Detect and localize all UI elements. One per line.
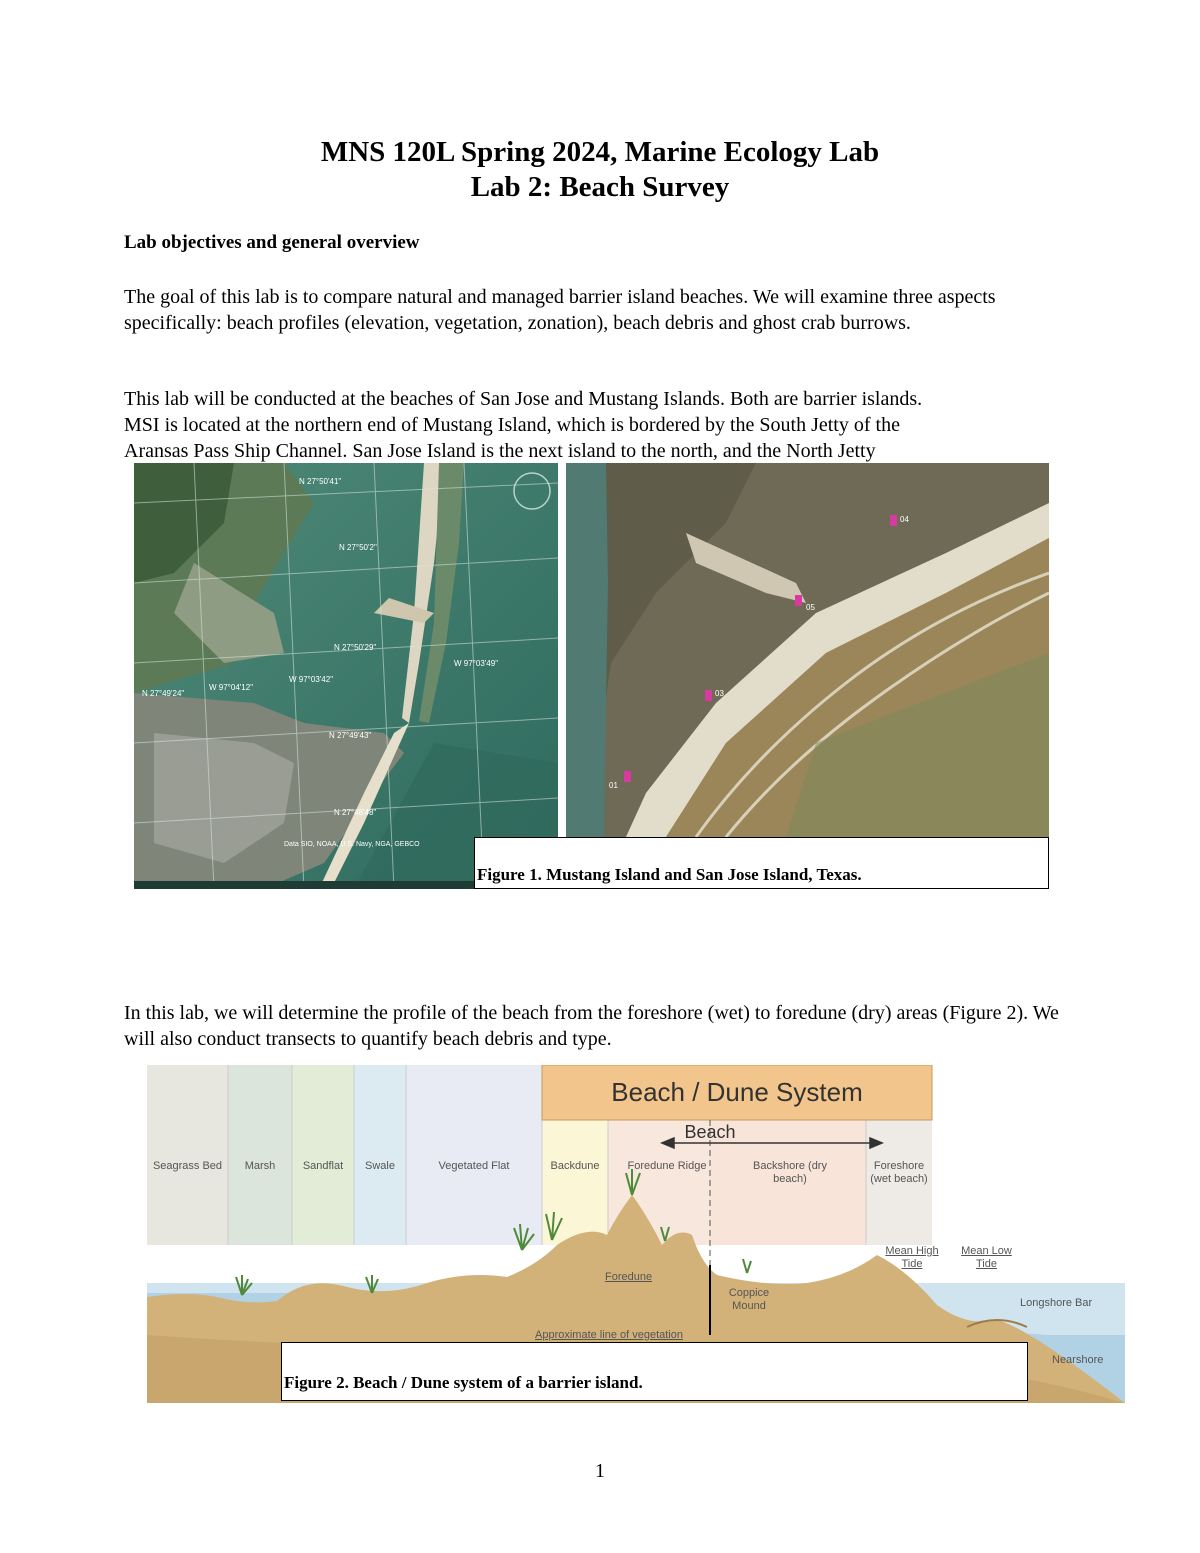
- map-marker-label: 05: [806, 603, 815, 612]
- mean-low-tide-label: Mean Low Tide: [961, 1245, 1012, 1270]
- figure1-caption-box: [474, 837, 1049, 889]
- paragraph-location-line3: Aransas Pass Ship Channel. San Jose Island is the next island to the north, and the North Jetty: [124, 440, 876, 462]
- zone-label: Sandflat: [302, 1160, 344, 1172]
- vegetation-line-label: Approximate line of vegetation: [535, 1329, 683, 1341]
- zone-label: Vegetated Flat: [438, 1160, 510, 1172]
- map-marker-label: 03: [715, 689, 724, 698]
- map-coordinate-label: N 27°50'2": [339, 543, 377, 552]
- mean-high-tide-label: Mean High Tide: [885, 1245, 939, 1270]
- diagram-beach-label: Beach: [684, 1122, 736, 1142]
- foredune-label: Foredune: [605, 1271, 653, 1283]
- satellite-map-san-jose: [566, 463, 1049, 837]
- map-coordinate-label: N 27°48'48": [334, 808, 377, 817]
- map-coordinate-label: W 97°03'42": [289, 675, 334, 684]
- figure1-caption: Figure 1. Mustang Island and San Jose Island, Texas.: [477, 865, 862, 884]
- map-coordinate-label: W 97°04'12": [209, 683, 254, 692]
- zone-label: Backshore (dry beach): [753, 1160, 827, 1185]
- zone-label: Marsh: [244, 1160, 276, 1172]
- paragraph-profile: In this lab, we will determine the profile of the beach from the foreshore (wet) to foredune (dry) areas (Figure 2). We will also conduct transects to quantify beach debris and type.: [124, 1002, 1059, 1050]
- zone-label: Backdune: [550, 1160, 600, 1172]
- map-coordinate-label: N 27°50'29": [334, 643, 377, 652]
- diagram-header: Beach / Dune System: [611, 1077, 863, 1107]
- nearshore-label: Nearshore: [1052, 1354, 1104, 1366]
- map-marker-label: 04: [900, 515, 909, 524]
- page-number: 1: [595, 1460, 605, 1482]
- map-coordinate-label: N 27°49'43": [329, 731, 372, 740]
- paragraph-location-line1: This lab will be conducted at the beaches of San Jose and Mustang Islands. Both are barrier islands.: [124, 388, 923, 410]
- figure1-left-map: [134, 463, 558, 889]
- figure2-caption: Figure 2. Beach / Dune system of a barrier island.: [284, 1373, 643, 1392]
- zone-label: Seagrass Bed: [152, 1160, 223, 1172]
- section-heading: Lab objectives and general overview: [124, 232, 420, 253]
- paragraph-goal: The goal of this lab is to compare natural and managed barrier island beaches. We will examine three aspects specifically: beach profiles (elevation, vegetation, zonation), beach debris and ghost crab burrows.: [124, 286, 996, 334]
- map-marker-label: 01: [609, 781, 618, 790]
- coppice-mound-label: Coppice Mound: [728, 1287, 770, 1312]
- zone-label: Swale: [365, 1160, 395, 1172]
- longshore-bar-label: Longshore Bar: [1020, 1297, 1093, 1309]
- document-title: MNS 120L Spring 2024, Marine Ecology Lab: [320, 136, 880, 168]
- map-coordinate-label: N 27°50'41": [299, 477, 342, 486]
- paragraph-location-line2: MSI is located at the northern end of Mustang Island, which is bordered by the South Jetty of the: [124, 414, 900, 436]
- figure1-right-map: [566, 463, 1049, 837]
- zone-label: Foreshore (wet beach): [870, 1160, 928, 1185]
- figure2-caption-box: [281, 1342, 1028, 1401]
- map-coordinate-label: W 97°03'49": [454, 659, 499, 668]
- document-subtitle: Lab 2: Beach Survey: [470, 171, 730, 203]
- map-credit: Data SIO, NOAA, U.S. Navy, NGA, GEBCO: [284, 841, 420, 848]
- zone-label: Foredune Ridge: [627, 1160, 707, 1172]
- satellite-map-mustang: [134, 463, 558, 889]
- map-coordinate-label: N 27°49'24": [142, 689, 185, 698]
